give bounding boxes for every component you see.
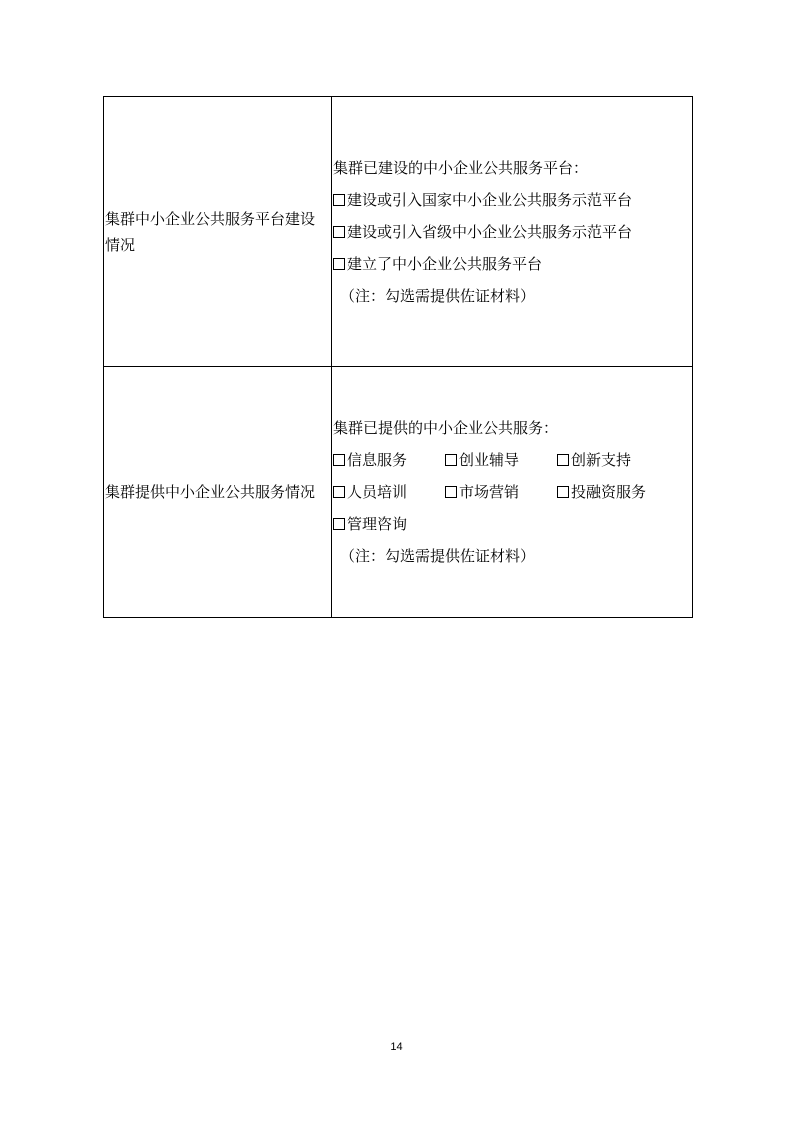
checkbox-icon[interactable]: [557, 454, 569, 466]
service-option-training[interactable]: [333, 476, 445, 508]
table-row-platform: [104, 97, 693, 367]
checkbox-icon[interactable]: [333, 258, 345, 270]
platform-note: （注：勾选需提供佐证材料）: [340, 286, 536, 305]
platform-heading: 集群已建设的中小企业公共服务平台：: [333, 158, 589, 177]
services-options-line-3: [333, 508, 690, 540]
platform-option-provincial[interactable]: [333, 216, 690, 248]
option-label: 创业辅导: [459, 451, 520, 469]
service-option-marketing[interactable]: [445, 476, 557, 508]
row-content-services: [332, 367, 693, 618]
page-number: 14: [390, 1041, 403, 1053]
checkbox-icon[interactable]: [333, 518, 345, 530]
checkbox-icon[interactable]: [333, 486, 345, 498]
service-option-financing[interactable]: [557, 476, 646, 508]
checkbox-icon[interactable]: [557, 486, 569, 498]
service-option-startup[interactable]: [445, 444, 557, 476]
row-label-platform: 集群中小企业公共服务平台建设情况: [104, 97, 332, 367]
services-options-line-1: [333, 444, 690, 476]
option-label: 信息服务: [347, 451, 408, 469]
services-note: （注：勾选需提供佐证材料）: [340, 547, 536, 565]
option-label: 建设或引入国家中小企业公共服务示范平台: [347, 190, 633, 209]
platform-option-national[interactable]: [333, 184, 690, 216]
option-label: 建立了中小企业公共服务平台: [347, 254, 543, 273]
option-label: 建设或引入省级中小企业公共服务示范平台: [347, 222, 633, 241]
services-heading: 集群已提供的中小企业公共服务：: [333, 419, 559, 437]
service-option-innovation[interactable]: [557, 444, 631, 476]
service-option-info[interactable]: [333, 444, 445, 476]
table-row-services: [104, 367, 693, 618]
option-label: 管理咨询: [347, 515, 408, 533]
services-options-line-2: [333, 476, 690, 508]
checkbox-icon[interactable]: [445, 486, 457, 498]
option-label: 创新支持: [571, 451, 632, 469]
application-form-table: [103, 96, 693, 618]
option-label: 人员培训: [347, 483, 408, 501]
option-label: 投融资服务: [571, 483, 647, 501]
checkbox-icon[interactable]: [333, 454, 345, 466]
checkbox-icon[interactable]: [333, 226, 345, 238]
service-option-consulting[interactable]: [333, 508, 407, 540]
row-label-services: 集群提供中小企业公共服务情况: [104, 367, 332, 618]
row-content-platform: [332, 97, 693, 367]
checkbox-icon[interactable]: [333, 194, 345, 206]
checkbox-icon[interactable]: [445, 454, 457, 466]
option-label: 市场营销: [459, 483, 520, 501]
platform-option-established[interactable]: [333, 248, 690, 280]
